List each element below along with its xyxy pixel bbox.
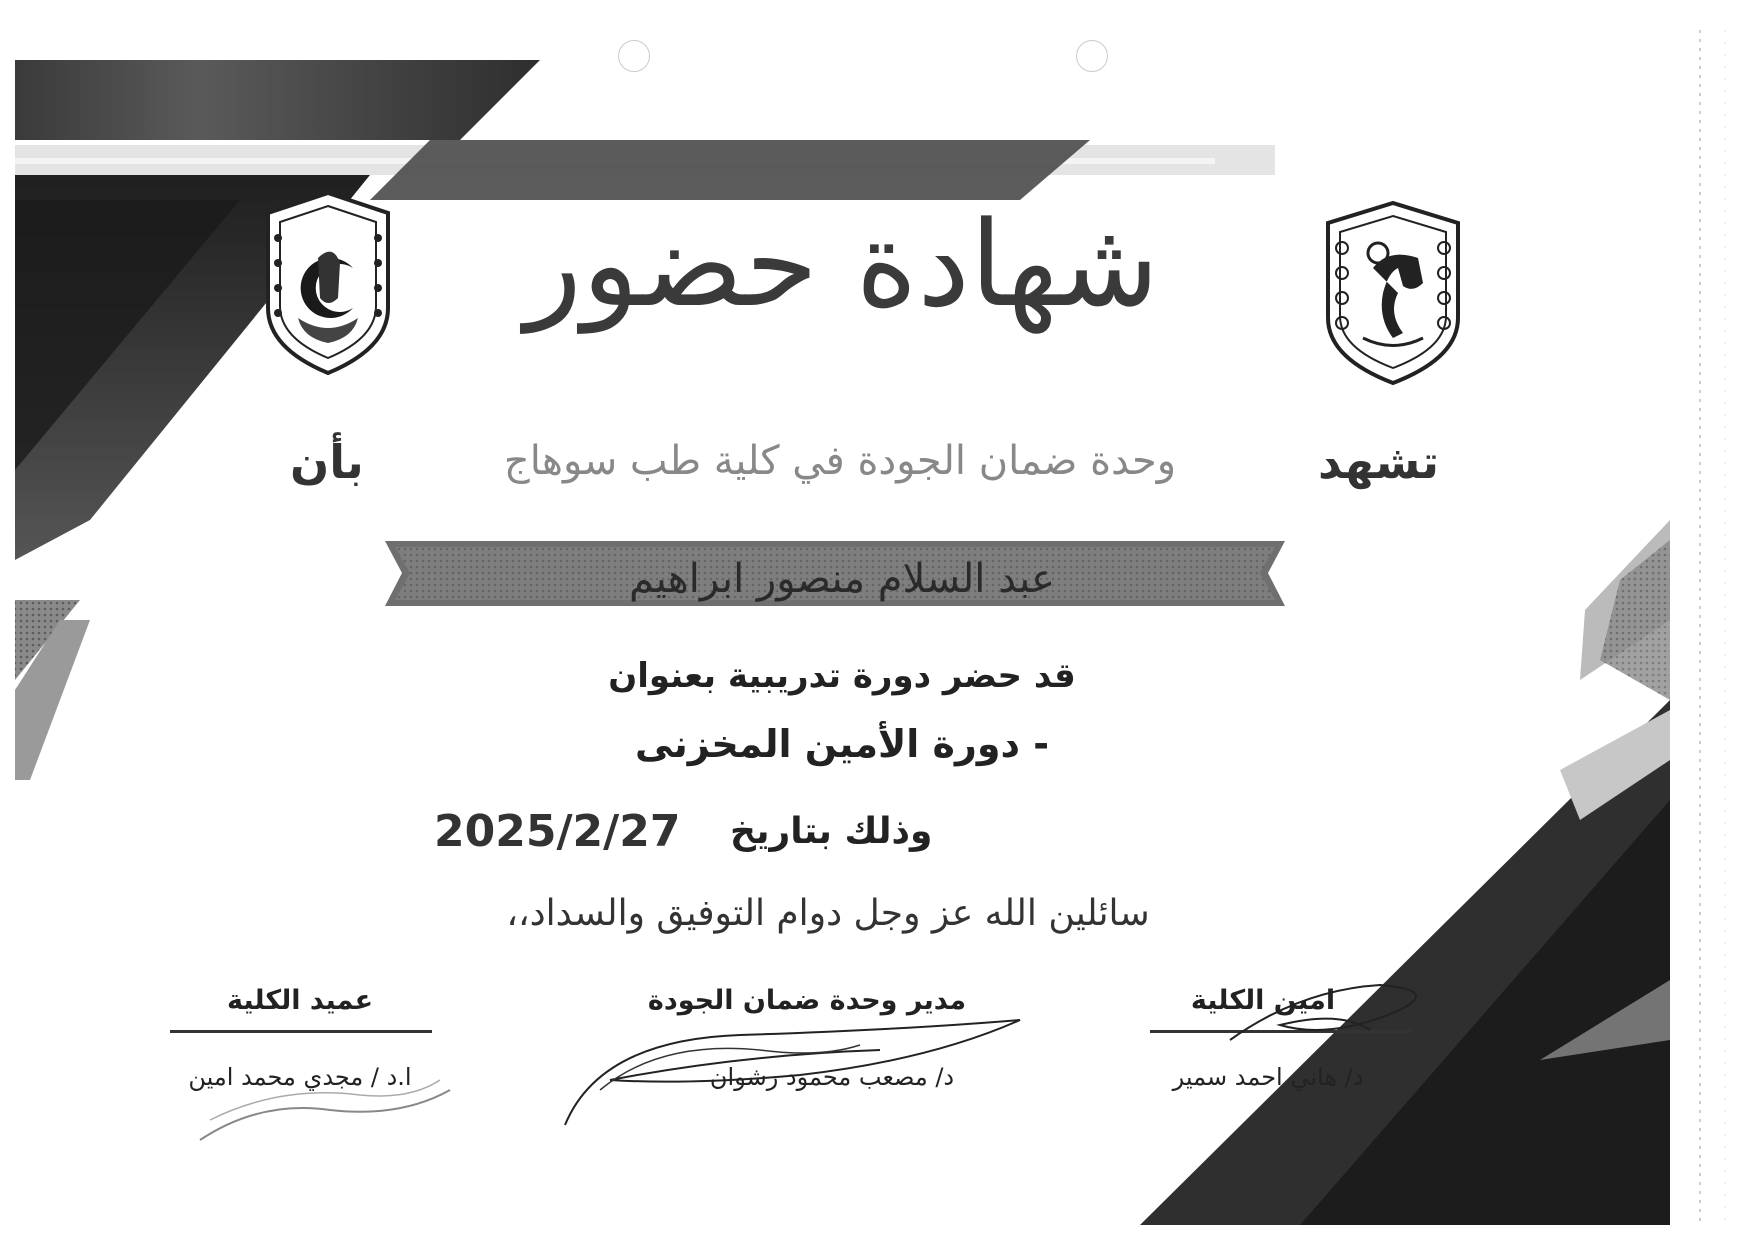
that-word: بأن	[290, 435, 364, 489]
course-title: - دورة الأمين المخزنى	[635, 722, 1049, 766]
certificate-title: شهادة حضور	[524, 195, 1160, 333]
certificate-date: 2025/2/27	[434, 806, 681, 857]
closing-prayer: سائلين الله عز وجل دوام التوفيق والسداد،،	[506, 893, 1150, 934]
signature-title: عميد الكلية	[226, 985, 374, 1016]
signature-name: ا.د / مجدي محمد امين	[188, 1063, 412, 1091]
witness-word: تشهد	[1318, 435, 1440, 489]
signature-title: مدير وحدة ضمان الجودة	[647, 985, 967, 1016]
recipient-name: عبد السلام منصور ابراهيم	[628, 556, 1056, 602]
signature-name: د/ هاني احمد سمير	[1172, 1063, 1364, 1091]
signature-title: امين الكلية	[1190, 985, 1336, 1016]
date-prefix: وذلك بتاريخ	[730, 811, 933, 852]
issuer-name: وحدة ضمان الجودة في كلية طب سوهاج	[503, 438, 1177, 484]
signature-name: د/ مصعب محمود رشوان	[709, 1063, 955, 1091]
attended-text: قد حضر دورة تدريبية بعنوان	[608, 656, 1076, 696]
